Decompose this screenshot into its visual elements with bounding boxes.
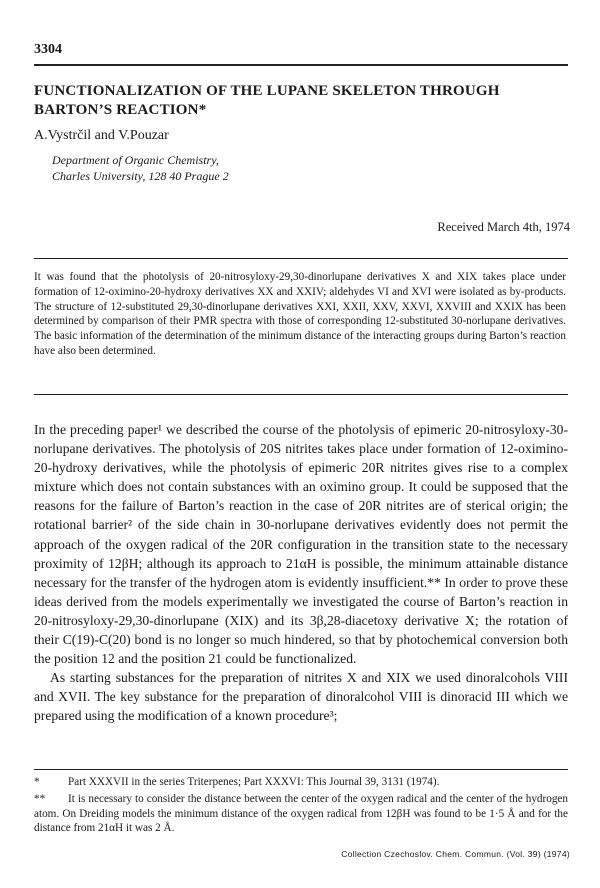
- footnote-2-text: It is necessary to consider the distance between the center of the oxygen radical and the center of the hydrogen atom. On Dreiding models the minimum distance of the oxygen radical from 12βH was found to be 1·5 Å and for the distance from 21αH it was 2 Å.: [34, 793, 568, 835]
- footnote-rule: [34, 769, 568, 770]
- authors: A.Vystrčil and V.Pouzar: [34, 128, 169, 143]
- abstract-top-rule: [34, 258, 568, 259]
- header-rule: [34, 64, 568, 66]
- body-paragraph-2: As starting substances for the preparation of nitrites X and XIX we used dinoralcohols VIII and XVII. The key substance for the preparation of dinoralcohol VIII is dinoracid III which we prepared using the modification of a known procedure³;: [34, 670, 568, 724]
- page-number: 3304: [34, 42, 62, 57]
- abstract: It was found that the photolysis of 20-nitrosyloxy-29,30-dinorlupane derivatives X and XIX takes place under formation of 12-oximino-20-hydroxy derivatives XX and XXIV; aldehydes VI and XVI were isolated as by-products. The structure of 12-substituted 29,30-dinorlupane derivatives XXI, XXII, XXV, XXVI, XXVIII and XXIX has been determined by comparison of their PMR spectra with those of corresponding 12-substituted 30-norlupane derivatives. The basic information of the determination of the minimum distance of the interacting groups during Barton’s reaction have also been determined.: [34, 271, 566, 357]
- journal-footer: Collection Czechoslov. Chem. Commun. (Vol. 39) (1974): [341, 849, 570, 859]
- footnote-2: [34, 792, 568, 836]
- footnote-1-mark: *: [34, 776, 40, 788]
- received-date: Received March 4th, 1974: [437, 220, 570, 234]
- article-title: FUNCTIONALIZATION OF THE LUPANE SKELETON THROUGH BARTON’S REACTION*: [34, 83, 500, 118]
- footnote-1: [34, 775, 568, 790]
- body-paragraph-1: In the preceding paper¹ we described the course of the photolysis of epimeric 20-nitrosyloxy-30-norlupane derivatives. The photolysis of 20S nitrites takes place under formation of 12-oximino-20-hydroxy derivatives, while the photolysis of epimeric 20R nitrites gives rise to a complex mixture which does not contain substances with an oximino group. It could be supposed that the reasons for the failure of Barton’s reaction in the case of 20R nitrites are of sterical origin; the rotational barrier² of the side chain in 30-norlupane derivatives evidently does not permit the approach of the oxygen radical of the 20R configuration in the transition state to the necessary proximity of 12βH; although its approach to 21αH is possible, the minimum attainable distance necessary for the transfer of the hydrogen atom is evidently insufficient.** In order to prove these ideas derived from the models experimentally we investigated the course of Barton’s reaction in 20-nitrosyloxy-29,30-dinorlupane (XIX) and its 3β,28-diacetoxy derivative X; the rotation of their C(19)-C(20) bond is no longer so much hindered, so that by photochemical conversion both the position 12 and the position 21 could be functionalized.: [34, 422, 568, 667]
- affiliation-university: Charles University, 128 40 Prague 2: [52, 169, 229, 183]
- footnote-2-mark: **: [34, 793, 46, 805]
- abstract-bottom-rule: [34, 394, 568, 395]
- body-text: [34, 420, 568, 726]
- affiliation-department: Department of Organic Chemistry,: [52, 153, 219, 167]
- footnote-1-text: Part XXXVII in the series Triterpenes; Part XXXVI: This Journal 39, 3131 (1974).: [68, 776, 440, 788]
